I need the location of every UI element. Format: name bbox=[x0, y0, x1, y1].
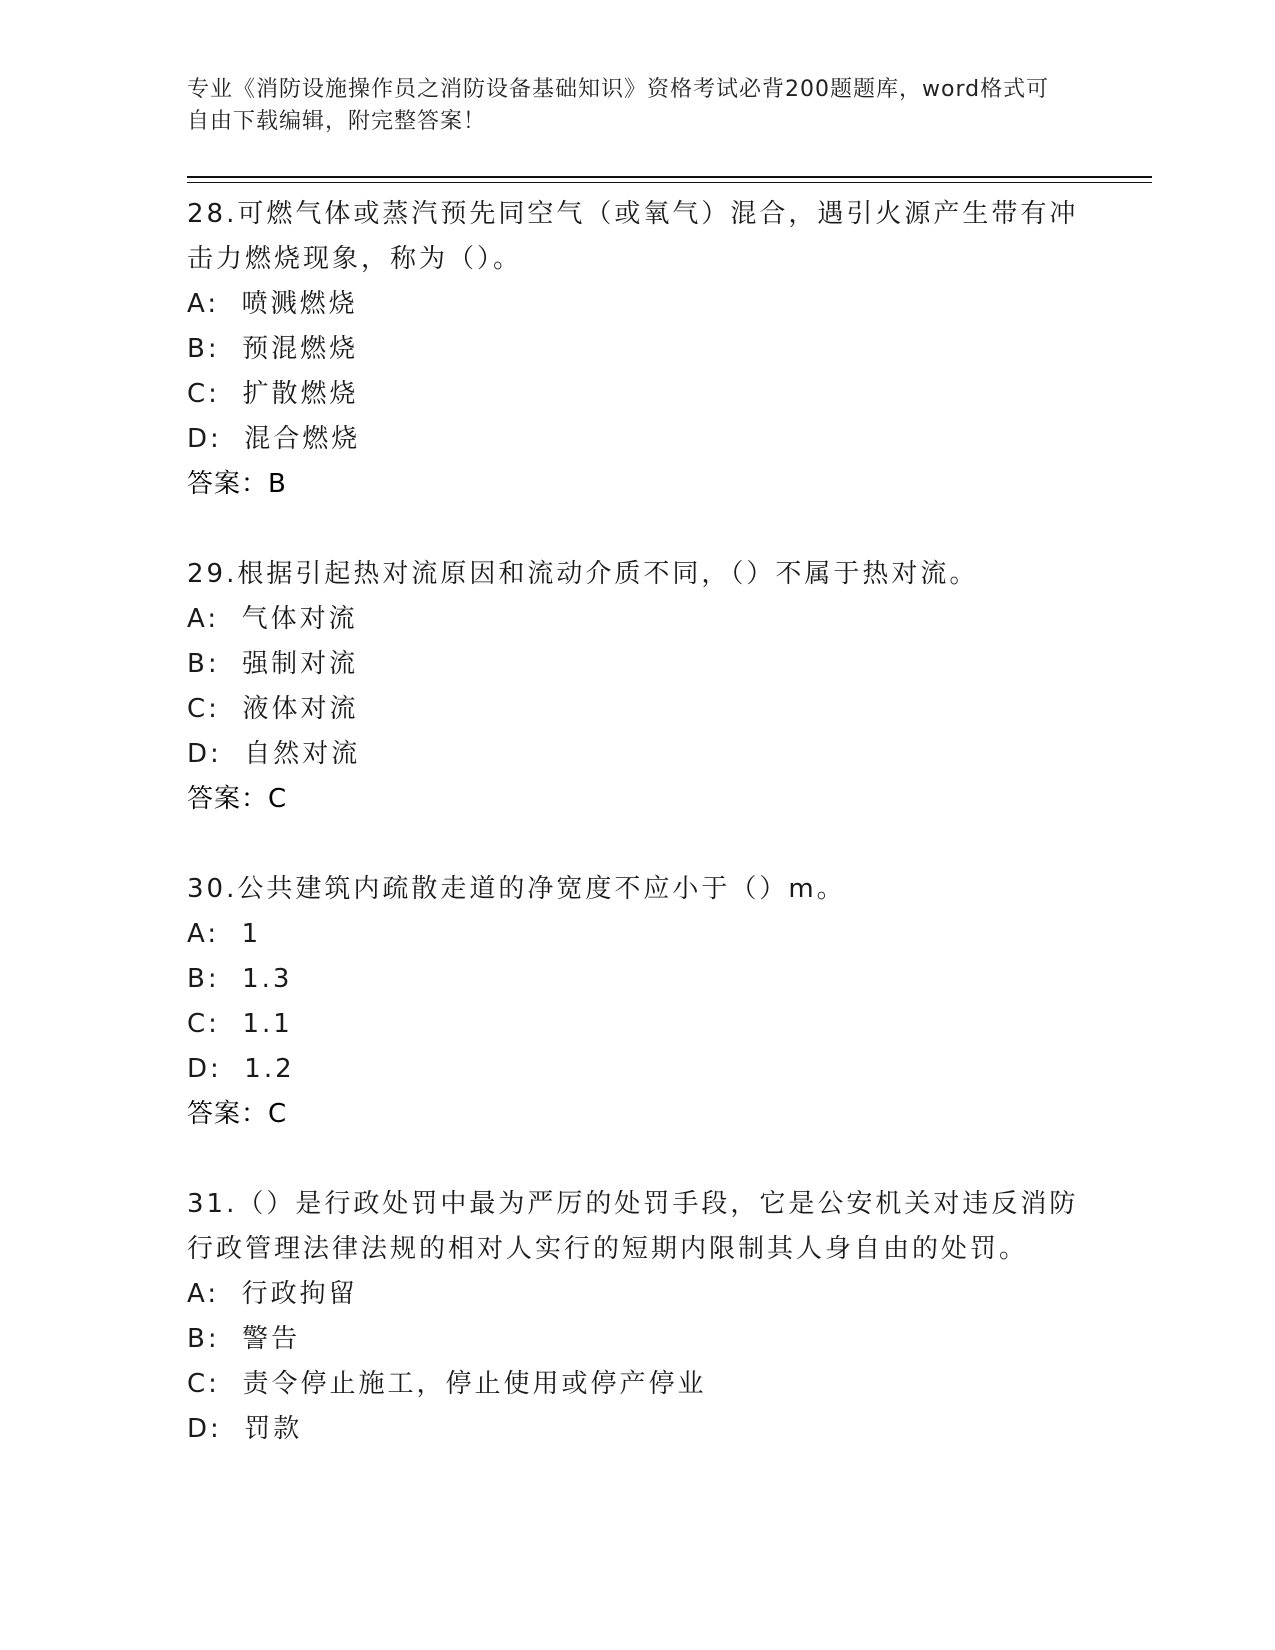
option-b: B: 1.3 bbox=[187, 964, 293, 994]
spacer bbox=[187, 507, 1087, 550]
question-31 bbox=[187, 1180, 1087, 1452]
option-b: B: 警告 bbox=[187, 1324, 301, 1354]
question-30 bbox=[187, 865, 1087, 1137]
question-28 bbox=[187, 190, 1087, 507]
option-d: D: 1.2 bbox=[187, 1054, 295, 1084]
spacer bbox=[187, 1137, 1087, 1180]
question-29 bbox=[187, 550, 1087, 822]
option-d: D: 混合燃烧 bbox=[187, 424, 361, 454]
question-list bbox=[187, 190, 1087, 1452]
option-c: C: 责令停止施工，停止使用或停产停业 bbox=[187, 1369, 707, 1399]
answer-line: 答案：C bbox=[187, 1099, 288, 1129]
question-stem: 30.公共建筑内疏散走道的净宽度不应小于（）m。 bbox=[187, 874, 846, 904]
option-c: C: 扩散燃烧 bbox=[187, 379, 359, 409]
option-c: C: 液体对流 bbox=[187, 694, 359, 724]
option-d: D: 自然对流 bbox=[187, 739, 361, 769]
option-c: C: 1.1 bbox=[187, 1009, 293, 1039]
question-stem: 28.可燃气体或蒸汽预先同空气（或氧气）混合，遇引火源产生带有冲击力燃烧现象，称为（）。 bbox=[187, 199, 1079, 274]
question-stem: 31.（）是行政处罚中最为严厉的处罚手段，它是公安机关对违反消防行政管理法律法规的相对人实行的短期内限制其人身自由的处罚。 bbox=[187, 1189, 1079, 1264]
header-rule-thick bbox=[187, 176, 1152, 178]
answer-line: 答案：C bbox=[187, 784, 288, 814]
question-stem: 29.根据引起热对流原因和流动介质不同，（）不属于热对流。 bbox=[187, 559, 979, 589]
option-a: A: 气体对流 bbox=[187, 604, 358, 634]
spacer bbox=[187, 822, 1087, 865]
option-d: D: 罚款 bbox=[187, 1414, 303, 1444]
document-header: 专业《消防设施操作员之消防设备基础知识》资格考试必背200题题库，word格式可自由下载编辑，附完整答案！ bbox=[187, 77, 1050, 134]
header-rule-thin bbox=[187, 182, 1152, 183]
option-a: A: 行政拘留 bbox=[187, 1279, 358, 1309]
answer-line: 答案：B bbox=[187, 469, 287, 499]
option-b: B: 强制对流 bbox=[187, 649, 359, 679]
option-a: A: 1 bbox=[187, 919, 262, 949]
option-b: B: 预混燃烧 bbox=[187, 334, 359, 364]
option-a: A: 喷溅燃烧 bbox=[187, 289, 358, 319]
